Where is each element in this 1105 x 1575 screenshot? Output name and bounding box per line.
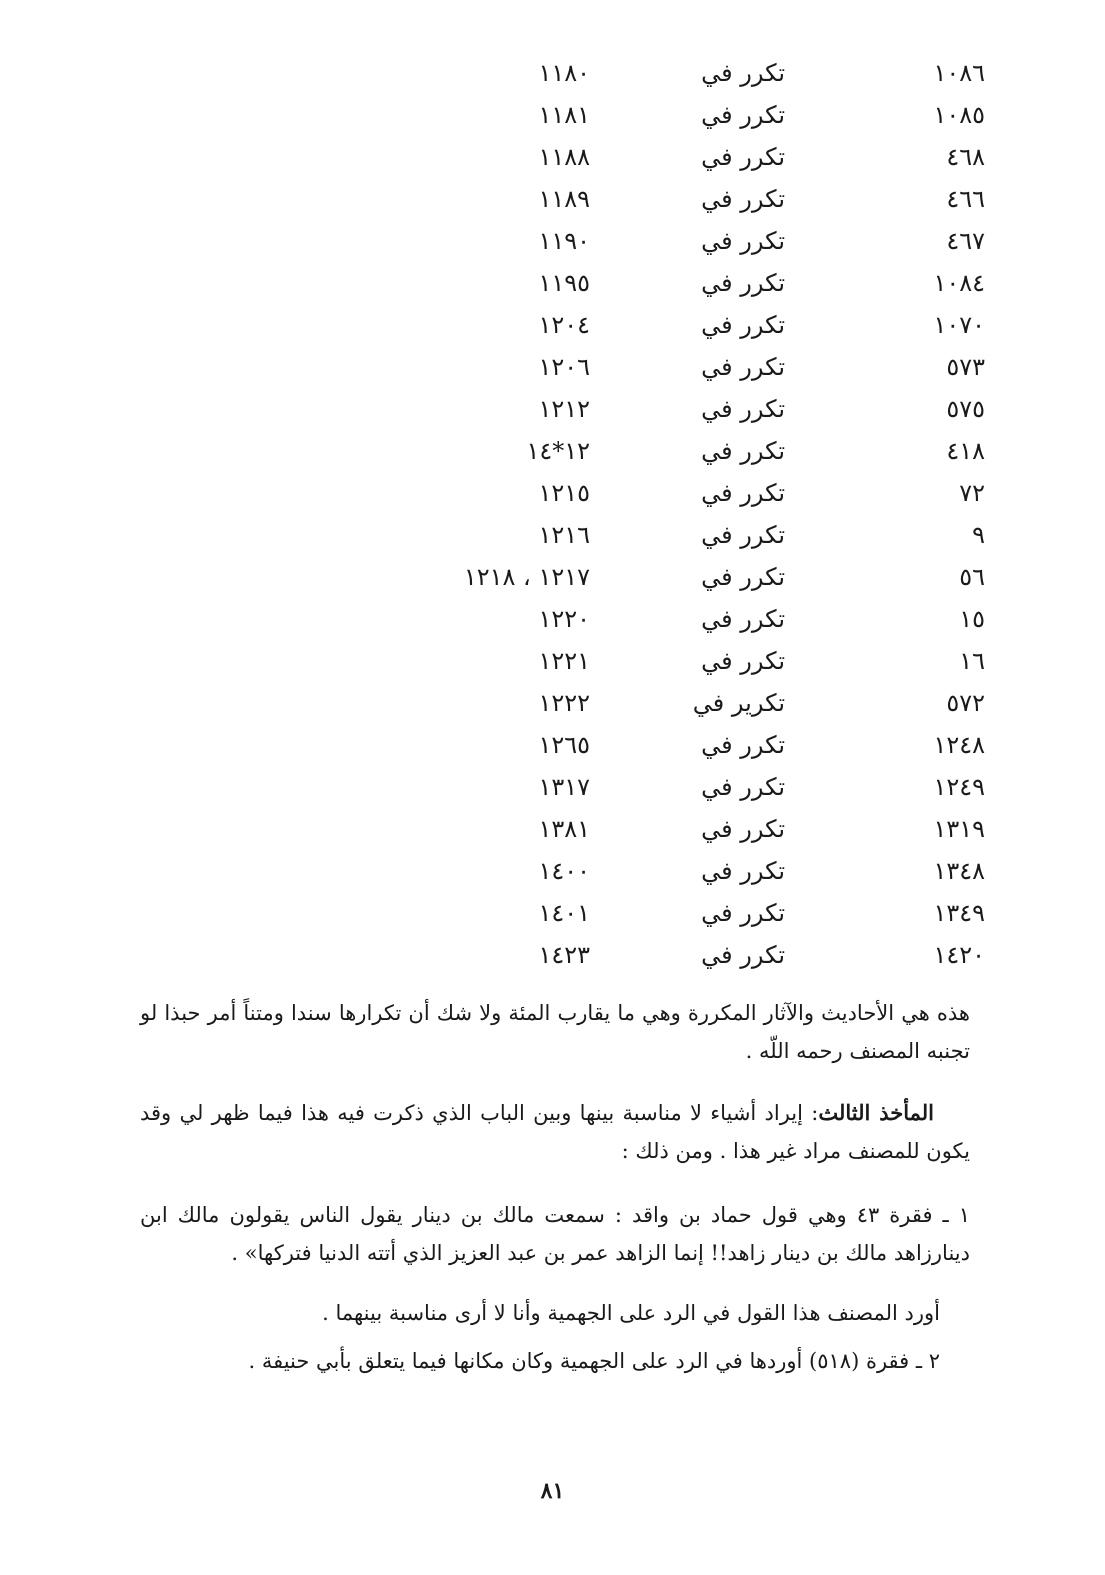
item-one-paragraph: ١ ـ فقرة ٤٣ وهي قول حماد بن واقد : سمعت مالك بن دينار يقول الناس يقولون مالك ابن دينارزاهد مالك بن دينار زاهد!! إنما الزاهد عمر بن عبد العزيز الذي أتته الدنيا فتركها» . (140, 1203, 970, 1265)
repeat-label: تكرر في (701, 731, 785, 759)
source-number: ١٦ (959, 647, 985, 675)
repeat-label: تكرر في (701, 395, 785, 423)
repeat-label: تكرر في (701, 479, 785, 507)
target-number: ١٣٨١ (538, 815, 590, 843)
table-row (420, 346, 985, 388)
third-remark-heading: المأخذ الثالث (818, 1100, 934, 1125)
repeat-label: تكرر في (701, 647, 785, 675)
summary-paragraph: هذه هي الأحاديث والآثار المكررة وهي ما يقارب المئة ولا شك أن تكرارها سندا ومتناً أمر حبذا لو تجنبه المصنف رحمه اللّه . (140, 1001, 970, 1063)
source-number: ٤١٨ (946, 437, 985, 465)
repeat-label: تكرر في (701, 101, 785, 129)
table-row (420, 808, 985, 850)
target-number: ١١٩٥ (538, 269, 590, 297)
table-row (420, 304, 985, 346)
table-row (420, 178, 985, 220)
repeat-label: تكرر في (701, 563, 785, 591)
repeat-label: تكرر في (701, 521, 785, 549)
source-number: ٤٦٦ (946, 185, 985, 213)
source-number: ٥٧٥ (946, 395, 985, 423)
source-number: ١٠٨٦ (933, 59, 985, 87)
repeat-label: تكرر في (701, 143, 785, 171)
table-row (420, 94, 985, 136)
source-number: ١٤٢٠ (933, 941, 985, 969)
source-number: ١٢٤٨ (933, 731, 985, 759)
target-number: ١٢١٥ (538, 479, 590, 507)
target-number: ١٤٠١ (538, 899, 590, 927)
source-number: ٤٦٨ (946, 143, 985, 171)
target-number: ١٤٠٠ (538, 857, 590, 885)
repeat-label: تكرر في (701, 605, 785, 633)
third-remark-paragraph (140, 1094, 970, 1170)
target-number: ١٢٠٤ (538, 311, 590, 339)
target-number: ١١٨٩ (538, 185, 590, 213)
table-row (420, 52, 985, 94)
target-number: ١٢٦٥ (538, 731, 590, 759)
table-row (420, 430, 985, 472)
repeat-label: تكرر في (701, 437, 785, 465)
table-row (420, 682, 985, 724)
source-number: ١٠٧٠ (933, 311, 985, 339)
table-row (420, 220, 985, 262)
table-row (420, 934, 985, 976)
table-row (420, 514, 985, 556)
table-row (420, 892, 985, 934)
table-row (420, 598, 985, 640)
source-number: ١٣٤٩ (933, 899, 985, 927)
table-row (420, 262, 985, 304)
target-number: ١١٩٠ (538, 227, 590, 255)
source-number: ١٢٤٩ (933, 773, 985, 801)
source-number: ١٣١٩ (933, 815, 985, 843)
repeat-label: تكرر في (701, 899, 785, 927)
source-number: ١٥ (959, 605, 985, 633)
source-number: ٩ (972, 521, 985, 549)
target-number: ١٢٢٠ (538, 605, 590, 633)
target-number: ١١٨٨ (538, 143, 590, 171)
target-number: ١٢١٧ ، ١٢١٨ (463, 563, 590, 591)
repeat-label: تكرر في (701, 941, 785, 969)
repeat-label: تكرر في (701, 227, 785, 255)
repeat-label: تكرر في (701, 269, 785, 297)
item-one-comment: أورد المصنف هذا القول في الرد على الجهمية وأنا لا أرى مناسبة بينهما . (322, 1301, 940, 1325)
table-row (420, 556, 985, 598)
repeat-label: تكرر في (701, 59, 785, 87)
repeat-label: تكرر في (701, 773, 785, 801)
source-number: ٧٢ (959, 479, 985, 507)
source-number: ٤٦٧ (946, 227, 985, 255)
target-number: ١١٨٠ (538, 59, 590, 87)
target-number: ١٢١٦ (538, 521, 590, 549)
table-row (420, 850, 985, 892)
target-number: ١٢١٢ (538, 395, 590, 423)
table-row (420, 640, 985, 682)
target-number: ١٣١٧ (538, 773, 590, 801)
item-two-paragraph: ٢ ـ فقرة (٥١٨) أوردها في الرد على الجهمية وكان مكانها فيما يتعلق بأبي حنيفة . (248, 1349, 940, 1373)
source-number: ١٠٨٤ (933, 269, 985, 297)
table-row (420, 472, 985, 514)
repeat-label: تكرر في (701, 815, 785, 843)
table-row (420, 136, 985, 178)
target-number: ١٢٢٢ (538, 689, 590, 717)
source-number: ١٠٨٥ (933, 101, 985, 129)
target-number: ١٢٠٦ (538, 353, 590, 381)
repeat-label: تكرر في (701, 311, 785, 339)
repeat-label: تكرير في (692, 689, 785, 717)
source-number: ٥٧٣ (946, 353, 985, 381)
repeat-label: تكرر في (701, 857, 785, 885)
table-row (420, 724, 985, 766)
table-row (420, 766, 985, 808)
source-number: ٥٧٢ (946, 689, 985, 717)
page-number: ٨١ (540, 1478, 565, 1504)
repeat-label: تكرر في (701, 353, 785, 381)
target-number: ١٢*١٤ (526, 437, 590, 465)
source-number: ٥٦ (959, 563, 985, 591)
target-number: ١١٨١ (538, 101, 590, 129)
third-remark-text: : إيراد أشياء لا مناسبة بينها وبين الباب الذي ذكرت فيه هذا فيما ظهر لي وقد يكون للمصنف مراد غير هذا . ومن ذلك : (140, 1101, 970, 1163)
table-row (420, 388, 985, 430)
target-number: ١٤٢٣ (538, 941, 590, 969)
target-number: ١٢٢١ (538, 647, 590, 675)
source-number: ١٣٤٨ (933, 857, 985, 885)
repeat-label: تكرر في (701, 185, 785, 213)
repetition-table (420, 52, 985, 972)
